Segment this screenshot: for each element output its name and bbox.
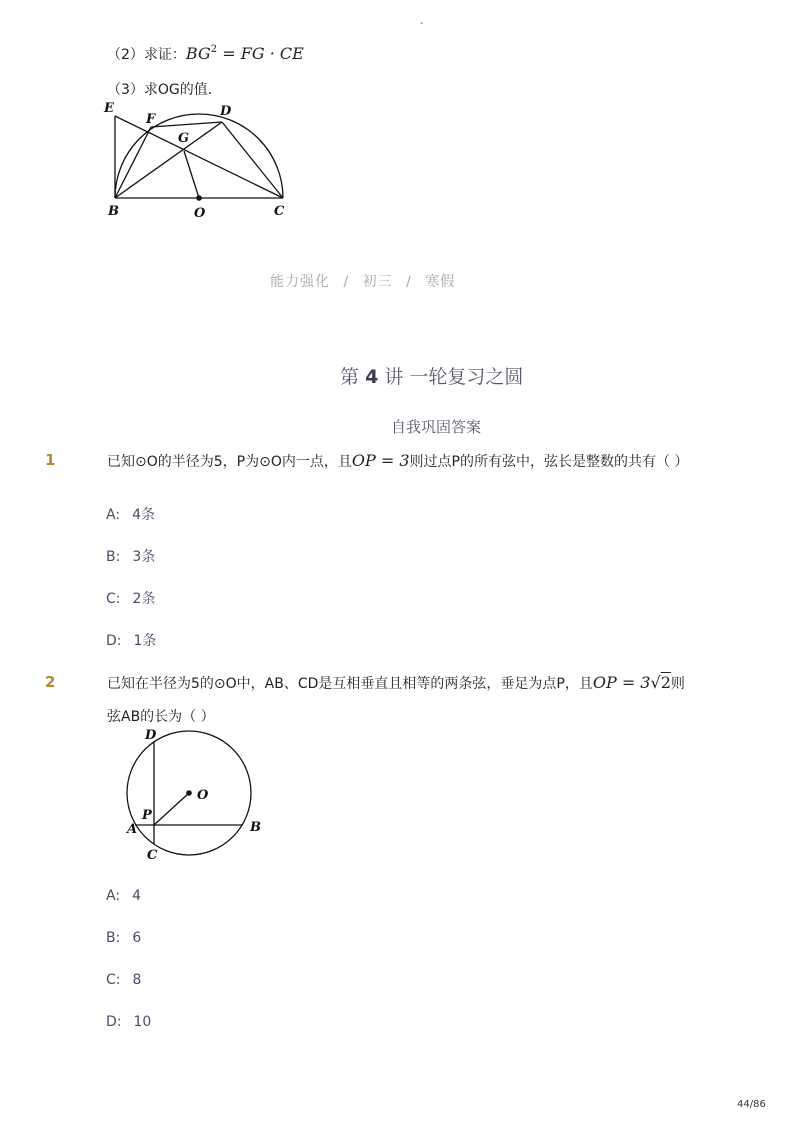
option-label: C: bbox=[106, 972, 121, 988]
label-f: F bbox=[146, 112, 156, 127]
question-2-text-line2: 弦AB的长为（ ） bbox=[107, 709, 215, 725]
segment-ec bbox=[115, 116, 283, 198]
header-mark: - bbox=[420, 18, 424, 29]
option-label: A: bbox=[106, 888, 121, 904]
label-c: C bbox=[274, 204, 285, 219]
option-value: 6 bbox=[132, 930, 142, 946]
option-label: B: bbox=[106, 549, 121, 565]
question-2-text bbox=[107, 673, 685, 693]
sqrt-sign: √ bbox=[650, 673, 661, 692]
label-o: O bbox=[197, 788, 209, 803]
lecture-title bbox=[340, 362, 523, 389]
question-1-option-a[interactable] bbox=[106, 504, 155, 524]
semicircle-figure bbox=[98, 98, 308, 228]
formula-rhs: FG · CE bbox=[240, 44, 304, 63]
label-d: D bbox=[220, 104, 232, 119]
option-label: A: bbox=[106, 507, 121, 523]
page-number: 44/86 bbox=[737, 1099, 766, 1110]
question-2-text-before: 已知在半径为5的⊙O中，AB、CD是互相垂直且相等的两条弦，垂足为点P，且 bbox=[107, 676, 593, 692]
label-g: G bbox=[178, 131, 190, 146]
question-2-number: 2 bbox=[45, 673, 56, 691]
label-d: D bbox=[145, 728, 157, 743]
question-2-option-b[interactable] bbox=[106, 930, 141, 946]
lecture-suffix: 讲 一轮复习之圆 bbox=[384, 366, 524, 388]
circle-chords-figure bbox=[118, 724, 268, 864]
label-b: B bbox=[250, 820, 261, 835]
option-value: 10 bbox=[133, 1014, 152, 1030]
prev-part2-formula bbox=[186, 44, 304, 63]
segment-op bbox=[154, 793, 189, 825]
breadcrumb-sep-2: / bbox=[406, 274, 412, 290]
label-p: P bbox=[142, 808, 152, 823]
question-2-option-c[interactable] bbox=[106, 972, 141, 988]
label-a: A bbox=[127, 822, 138, 837]
segment-bf bbox=[115, 127, 151, 198]
breadcrumb-level1: 能力强化 bbox=[270, 274, 330, 290]
prev-part3: （3）求OG的值． bbox=[107, 82, 222, 98]
segment-go bbox=[184, 151, 199, 198]
question-1-number: 1 bbox=[45, 451, 56, 469]
lecture-prefix: 第 bbox=[340, 366, 360, 388]
breadcrumb-level3: 寒假 bbox=[425, 274, 456, 290]
label-e: E bbox=[104, 101, 114, 116]
sqrt-radicand: 2 bbox=[660, 673, 671, 692]
lecture-number: 4 bbox=[365, 366, 379, 388]
option-label: C: bbox=[106, 591, 121, 607]
question-1-text-after: 则过点P的所有弦中，弦长是整数的共有（ ） bbox=[409, 454, 689, 470]
option-value: 4 bbox=[132, 888, 141, 904]
question-1-option-b[interactable] bbox=[106, 546, 155, 566]
question-2-text-after: 则 bbox=[670, 676, 685, 692]
prev-part2-label: （2）求证： bbox=[107, 47, 186, 63]
question-1-option-c[interactable] bbox=[106, 588, 155, 608]
formula-exponent: 2 bbox=[210, 44, 218, 55]
question-2-formula bbox=[593, 673, 671, 692]
option-value: 2条 bbox=[132, 591, 156, 607]
question-1-text-before: 已知⊙O的半径为5，P为⊙O内一点，且 bbox=[107, 454, 352, 470]
option-value: 1条 bbox=[133, 633, 157, 649]
option-value: 4条 bbox=[132, 507, 155, 523]
prev-part2 bbox=[107, 44, 304, 64]
section-title: 自我巩固答案 bbox=[391, 418, 482, 436]
option-label: B: bbox=[106, 930, 121, 946]
formula-lhs: OP = 3 bbox=[592, 673, 651, 692]
option-label: D: bbox=[106, 633, 122, 649]
center-point-o bbox=[186, 790, 192, 796]
question-2-option-a[interactable] bbox=[106, 888, 141, 904]
question-1-option-d[interactable] bbox=[106, 630, 156, 650]
option-label: D: bbox=[106, 1014, 122, 1030]
breadcrumb-level2: 初三 bbox=[362, 274, 393, 290]
question-1-text bbox=[107, 451, 688, 471]
option-value: 3条 bbox=[132, 549, 156, 565]
label-o: O bbox=[194, 206, 206, 221]
formula-equals: = bbox=[217, 44, 241, 63]
center-point-o bbox=[196, 195, 202, 201]
option-value: 8 bbox=[132, 972, 142, 988]
course-breadcrumb bbox=[270, 271, 455, 291]
breadcrumb-sep-1: / bbox=[343, 274, 350, 290]
question-2-option-d[interactable] bbox=[106, 1014, 151, 1030]
formula-lhs-base: BG bbox=[185, 44, 211, 63]
label-c: C bbox=[147, 848, 158, 863]
question-1-formula: OP = 3 bbox=[351, 451, 410, 470]
label-b: B bbox=[108, 204, 119, 219]
